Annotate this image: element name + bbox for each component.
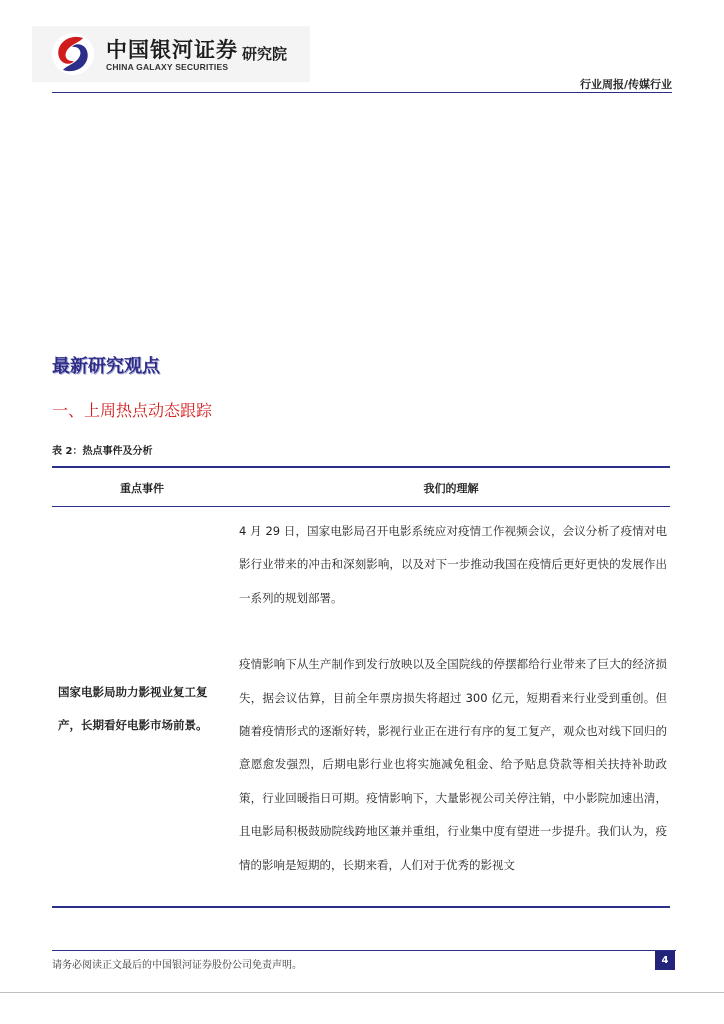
table-header-event: 重点事件 (120, 482, 164, 495)
table-header-divider (52, 506, 670, 507)
table-cell-analysis (239, 515, 667, 882)
company-logo (32, 26, 310, 82)
table-header-analysis: 我们的理解 (423, 482, 479, 495)
footer-divider (52, 950, 676, 951)
table-bottom-border (52, 906, 670, 908)
report-category: 行业周报/传媒行业 (579, 78, 672, 91)
section-title: 最新研究观点 (52, 356, 160, 377)
logo-english-name: CHINA GALAXY SECURITIES (106, 62, 229, 72)
sub-section-title: 一、上周热点动态跟踪 (52, 401, 213, 420)
logo-chinese-name: 中国银河证券 (106, 38, 238, 62)
table-cell-event: 国家电影局助力影视业复工复产，长期看好电影市场前景。 (58, 685, 208, 732)
table-caption: 表 2：热点事件及分析 (52, 446, 153, 457)
page-number: 4 (655, 951, 675, 970)
table-top-border (52, 466, 670, 468)
page-edge-divider (0, 992, 724, 993)
galaxy-logo-icon (50, 31, 96, 77)
logo-institute: 研究院 (242, 45, 288, 63)
analysis-paragraph: 4 月 29 日，国家电影局召开电影系统应对疫情工作视频会议，会议分析了疫情对电影行业带来的冲击和深刻影响，以及对下一步推动我国在疫情后更好更快的发展作出一系列的规划部署。 (239, 524, 667, 605)
header-divider (52, 92, 672, 93)
analysis-paragraph: 疫情影响下从生产制作到发行放映以及全国院线的停摆都给行业带来了巨大的经济损失，据会议估算，目前全年票房损失将超过 300 亿元，短期看来行业受到重创。但随着疫情形式的逐渐好转，影视行业正在进行有序的复工复产，观众也对线下回归的意愿愈发强烈，后期电影行业也将实施减免租金、给予贴息贷款等相关扶持补助政策，行业回暖指日可期。疫情影响下，大量影视公司关停注销，中小影院加速出清，且电影局积极鼓励院线跨地区兼并重组，行业集中度有望进一步提升。我们认为，疫情的影响是短期的，长期来看，人们对于优秀的影视文 (239, 657, 667, 872)
footer-disclaimer: 请务必阅读正文最后的中国银河证券股份公司免责声明。 (52, 960, 302, 971)
